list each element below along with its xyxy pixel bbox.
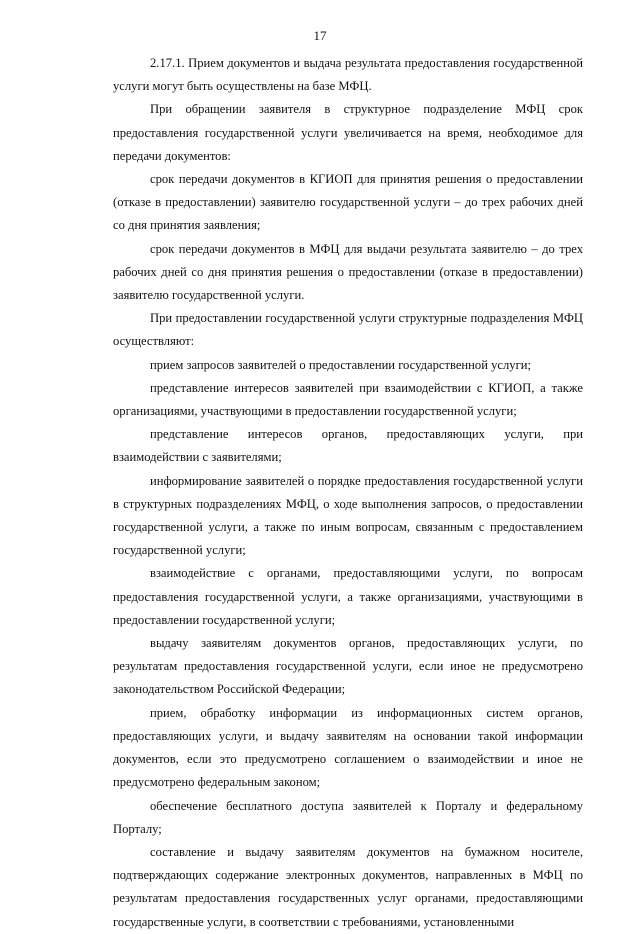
paragraph-mfc-term: При обращении заявителя в структурное подразделение МФЦ срок предоставления государственной услуги увеличивается на время, необходимое для передачи документов: bbox=[113, 102, 583, 163]
paragraph-term-mfc: срок передачи документов в МФЦ для выдачи результата заявителю – до трех рабочих дней со дня принятия решения о предоставлении (отказе в предоставлении) заявителю государственной услуги. bbox=[113, 241, 583, 303]
list-item-informing: информирование заявителей о порядке предоставления государственной услуги в структурных подразделениях МФЦ, о ходе выполнения запросов, о предоставлении государственной услуги, а также по иным вопросам, связанным с предоставлением государственной услуги; bbox=[113, 473, 583, 558]
list-item-issuance: выдачу заявителям документов органов, предоставляющих услуги, по результатам предоставления государственной услуги, если иное не предусмотрено законодательством Российской Федерации; bbox=[113, 636, 583, 697]
paragraph-mfc-duties: При предоставлении государственной услуги структурные подразделения МФЦ осуществляют: bbox=[113, 311, 583, 349]
paragraph-2-17-1: 2.17.1. Прием документов и выдача результата предоставления государственной услуги могут быть осуществлены на базе МФЦ. bbox=[113, 56, 583, 94]
page-number: 17 bbox=[313, 28, 327, 43]
list-item-interaction: взаимодействие с органами, предоставляющими услуги, по вопросам предоставления государственной услуги, а также организациями, участвующими в предоставлении государственной услуги; bbox=[113, 566, 583, 627]
list-item-portal-access: обеспечение бесплатного доступа заявителей к Порталу и федеральному Порталу; bbox=[113, 798, 583, 836]
list-item-information-processing: прием, обработку информации из информационных систем органов, предоставляющих услуги, и выдачу заявителям на основании такой информации документов, если это предусмотрено соглашением о взаимодействии и иное не предусмотрено федеральным законом; bbox=[113, 705, 583, 790]
list-item-applicant-interests: представление интересов заявителей при взаимодействии с КГИОП, а также организациями, участвующими в предоставлении государственной услуги; bbox=[113, 380, 583, 419]
paragraph-term-kgiop: срок передачи документов в КГИОП для принятия решения о предоставлении (отказе в предоставлении) заявителю государственной услуги – до трех рабочих дней со дня принятия заявления; bbox=[113, 172, 583, 233]
list-item-reception: прием запросов заявителей о предоставлении государственной услуги; bbox=[150, 357, 531, 372]
list-item-paper-documents: составление и выдачу заявителям документов на бумажном носителе, подтверждающих содержание электронных документов, направленных в МФЦ по результатам предоставления государственных услуг органами, предоставляющими государственные услуги, в соответствии с требованиями, установленными bbox=[113, 844, 583, 929]
document-body bbox=[113, 52, 583, 934]
list-item-agency-interests: представление интересов органов, предоставляющих услуги, при взаимодействии с заявителями; bbox=[113, 427, 583, 465]
